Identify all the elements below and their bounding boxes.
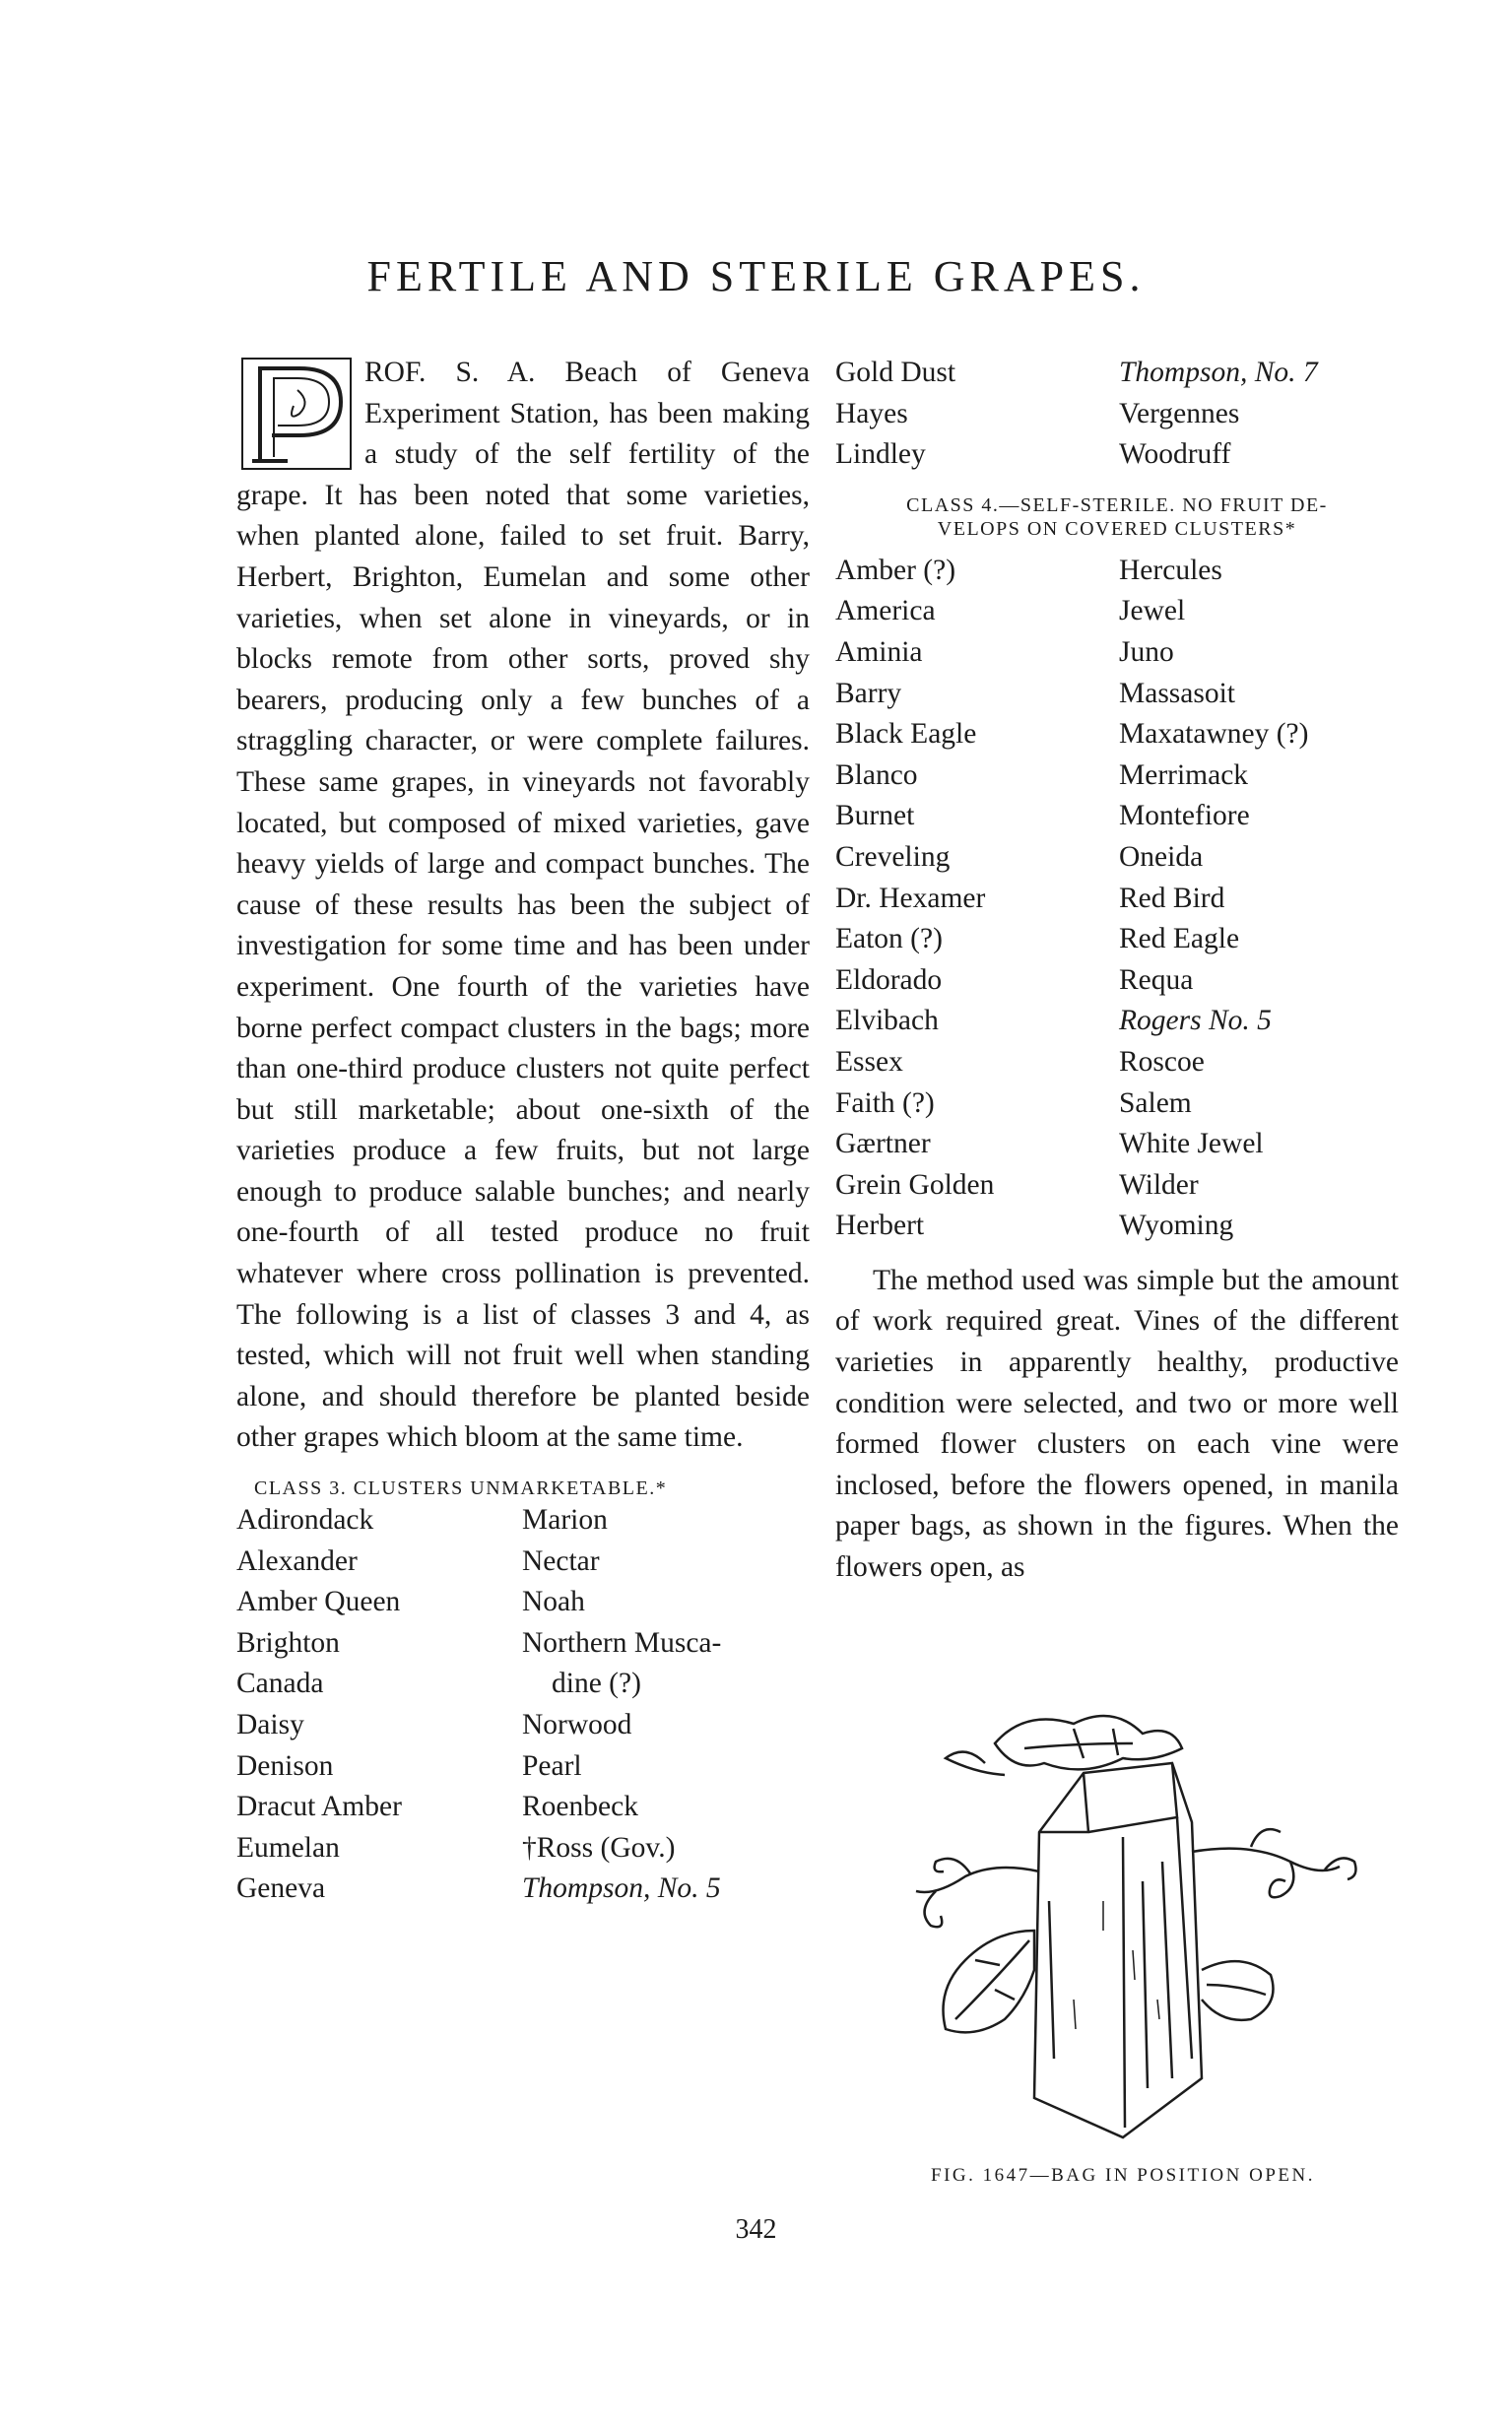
list-item: Maxatawney (?) — [1119, 718, 1309, 751]
list-item: Grein Golden — [835, 1168, 995, 1201]
list-item: Amber (?) — [835, 554, 956, 586]
list-item: Pearl — [522, 1749, 582, 1782]
list-item: Nectar — [522, 1544, 600, 1577]
list-item: Hayes — [835, 397, 908, 429]
list-item: Vergennes — [1119, 397, 1240, 429]
dropcap-letter: P — [238, 355, 239, 356]
list-item: Faith (?) — [835, 1086, 935, 1119]
bag-on-vine-illustration — [877, 1704, 1369, 2157]
list-item: Eumelan — [236, 1831, 340, 1864]
list-item: Thompson, No. 5 — [522, 1872, 721, 1905]
list-item: Black Eagle — [835, 718, 977, 751]
page-number: 342 — [735, 2214, 777, 2245]
list-item: Dracut Amber — [236, 1791, 402, 1823]
class4-list — [835, 551, 1399, 1247]
figure-caption: FIG. 1647—BAG IN POSITION OPEN. — [931, 2165, 1315, 2186]
list-item: †Ross (Gov.) — [522, 1831, 676, 1864]
list-item: Northern Musca- — [522, 1626, 722, 1659]
list-item: Elvibach — [835, 1005, 939, 1037]
list-item: Salem — [1119, 1086, 1192, 1119]
method-paragraph: The method used was simple but the amount of work required great. Vines of the different varieties in apparently healthy, productive condition were selected, and two or more well formed flower clusters on each vine were inclosed, before the flowers opened, in manila paper bags, as shown in the figures. When the flowers open, as — [835, 1264, 1399, 1584]
list-item: Barry — [835, 677, 902, 709]
list-item: Noah — [522, 1586, 585, 1618]
list-item: Massasoit — [1119, 677, 1235, 709]
list-item: Aminia — [835, 635, 923, 668]
list-item: Jewel — [1119, 595, 1186, 627]
list-item: Canada — [236, 1668, 324, 1700]
list-item: Adirondack — [236, 1504, 374, 1537]
list-item: White Jewel — [1119, 1128, 1264, 1160]
list-item: Merrimack — [1119, 758, 1249, 791]
list-item: Marion — [522, 1504, 608, 1537]
list-item: Red Bird — [1119, 882, 1225, 914]
list-item: Wyoming — [1119, 1210, 1234, 1242]
list-item: Roenbeck — [522, 1791, 638, 1823]
page-title: FERTILE AND STERILE GRAPES. — [366, 252, 1146, 300]
list-item: Rogers No. 5 — [1119, 1005, 1272, 1037]
ornamental-drop-cap-p — [238, 355, 355, 473]
list-item: Thompson, No. 7 — [1119, 357, 1318, 388]
list-item: Lindley — [835, 438, 926, 471]
class4-heading — [835, 493, 1399, 541]
list-item: Brighton — [236, 1626, 340, 1659]
left-column — [236, 353, 810, 1910]
class3-list — [236, 1500, 810, 1910]
list-item: Wilder — [1119, 1168, 1199, 1201]
list-item: America — [835, 595, 936, 627]
intro-text: ROF. S. A. Beach of Geneva Experiment Station, has been making a study of the self fertility of the grape. It has been noted that some varieties, when planted alone, failed to set fruit. Barry, Herbert, Brighton, Eumelan and some other varieties, when set alone in vineyards, or in blocks remote from other sorts, proved shy bearers, producing only a few bunches of a straggling character, or were complete failures. These same grapes, in vineyards not favorably located, but composed of mixed varieties, gave heavy yields of large and compact bunches. The cause of these results has been the subject of investigation for some time and has been under experiment. One fourth of the varieties have borne perfect compact clusters in the bags; more than one-third produce clusters not quite perfect but still marketable; about one-sixth of the varieties produce a few fruits, but not large enough to produce salable bunches; and nearly one-fourth of all tested produce no fruit whatever where cross pollination is prevented. The following is a list of classes 3 and 4, as tested, which will not fruit well when standing alone, and should therefore be planted beside other grapes which bloom at the same time. — [236, 357, 810, 1454]
right-column — [835, 353, 1399, 1589]
list-item: Juno — [1119, 635, 1174, 668]
intro-paragraph — [236, 353, 810, 1459]
list-item: Eldorado — [835, 963, 943, 996]
list-item: Oneida — [1119, 840, 1204, 873]
list-item: Amber Queen — [236, 1586, 401, 1618]
list-item: Daisy — [236, 1709, 304, 1740]
list-item: Alexander — [236, 1544, 358, 1577]
list-item: Montefiore — [1119, 800, 1250, 832]
list-item: Requa — [1119, 963, 1194, 996]
list-item: Roscoe — [1119, 1045, 1205, 1078]
list-item: Geneva — [236, 1872, 326, 1905]
list-item: Burnet — [835, 800, 915, 832]
list-item: Denison — [236, 1749, 334, 1782]
list-item: Gærtner — [835, 1128, 931, 1160]
class3-heading: CLASS 3. CLUSTERS UNMARKETABLE.* — [254, 1477, 668, 1500]
list-item: Blanco — [835, 758, 918, 791]
class3-list-continued — [835, 353, 1399, 476]
list-item: Herbert — [835, 1210, 925, 1242]
list-item: dine (?) — [552, 1668, 641, 1700]
class4-heading-line: CLASS 4.—SELF-STERILE. NO FRUIT DE- — [906, 493, 1328, 516]
list-item: Essex — [835, 1045, 903, 1078]
list-item: Hercules — [1119, 554, 1222, 586]
list-item: Creveling — [835, 840, 951, 873]
list-item: Eaton (?) — [835, 923, 943, 955]
list-item: Woodruff — [1119, 438, 1231, 471]
list-item: Dr. Hexamer — [835, 882, 986, 914]
class4-heading-line: VELOPS ON COVERED CLUSTERS* — [937, 517, 1297, 540]
list-item: Norwood — [522, 1709, 632, 1740]
list-item: Gold Dust — [835, 357, 956, 388]
list-item: Red Eagle — [1119, 923, 1240, 955]
